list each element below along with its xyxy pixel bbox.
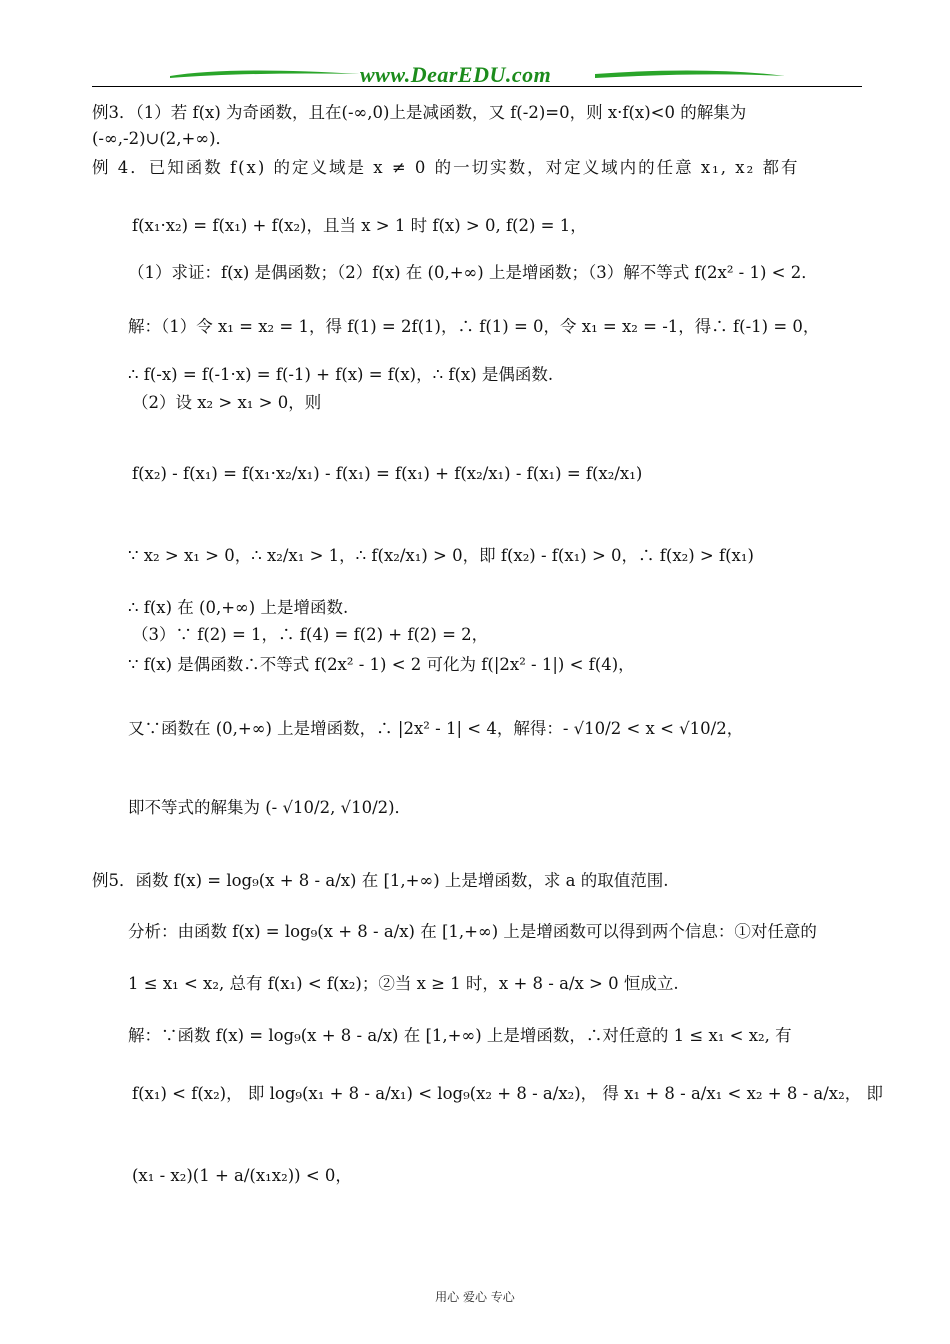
example4-line1: 例 4．已知函数 f(x) 的定义域是 x ≠ 0 的一切实数，对定义域内的任意 x₁, x₂ 都有 [92, 158, 800, 177]
example5-line1: 例5．函数 f(x) = log₉(x + 8 - a/x) 在 [1,+∞) 上是增函数，求 a 的取值范围. [92, 871, 669, 890]
page-footer: 用心 爱心 专心 [435, 1290, 515, 1304]
example3-line2: (-∞,-2)∪(2,+∞)． [92, 129, 233, 148]
example4-line2: f(x₁·x₂) = f(x₁) + f(x₂)，且当 x > 1 时 f(x) > 0, f(2) = 1， [132, 216, 587, 235]
example4-line3: （1）求证：f(x) 是偶函数；（2）f(x) 在 (0,+∞) 上是增函数；（3）解不等式 f(2x² - 1) < 2． [128, 263, 818, 282]
solution4-line9: 又∵函数在 (0,+∞) 上是增函数，∴ |2x² - 1| < 4，解得：- √10/2 < x < √10/2， [128, 719, 744, 738]
solution5-line1: 解：∵函数 f(x) = log₉(x + 8 - a/x) 在 [1,+∞) 上是增函数，∴对任意的 1 ≤ x₁ < x₂, 有 [128, 1026, 792, 1045]
example3-line1: 例3．（1）若 f(x) 为奇函数，且在(-∞,0)上是减函数，又 f(-2)=0，则 x·f(x)<0 的解集为 [92, 103, 747, 122]
header-swoosh-left-icon [170, 64, 360, 84]
analysis5-line1: 分析：由函数 f(x) = log₉(x + 8 - a/x) 在 [1,+∞) 上是增函数可以得到两个信息：①对任意的 [128, 922, 817, 941]
solution4-line10: 即不等式的解集为 (- √10/2, √10/2)． [128, 798, 412, 817]
solution5-line3: (x₁ - x₂)(1 + a/(x₁x₂)) < 0， [132, 1166, 352, 1185]
header-swoosh-right-icon [595, 64, 785, 84]
site-url: www.DearEDU.com [360, 62, 552, 87]
header-rule [92, 86, 862, 87]
solution4-line1: 解：（1）令 x₁ = x₂ = 1，得 f(1) = 2f(1)，∴ f(1) = 0，令 x₁ = x₂ = -1，得∴ f(-1) = 0， [128, 317, 820, 336]
solution4-line2: ∴ f(-x) = f(-1·x) = f(-1) + f(x) = f(x)，∴ f(x) 是偶函数. [128, 365, 554, 384]
solution5-line2: f(x₁) < f(x₂)， 即 log₉(x₁ + 8 - a/x₁) < log₉(x₂ + 8 - a/x₂)， 得 x₁ + 8 - a/x₁ < x₂ + 8 - a/x₂， 即 [132, 1084, 883, 1103]
analysis5-line2: 1 ≤ x₁ < x₂, 总有 f(x₁) < f(x₂)；②当 x ≥ 1 时，x + 8 - a/x > 0 恒成立. [128, 974, 679, 993]
solution4-line4: f(x₂) - f(x₁) = f(x₁·x₂/x₁) - f(x₁) = f(x₁) + f(x₂/x₁) - f(x₁) = f(x₂/x₁) [132, 464, 643, 483]
solution4-line3: （2）设 x₂ > x₁ > 0，则 [132, 393, 322, 412]
solution4-line6: ∴ f(x) 在 (0,+∞) 上是增函数. [128, 598, 349, 617]
solution4-line5: ∵ x₂ > x₁ > 0，∴ x₂/x₁ > 1，∴ f(x₂/x₁) > 0，即 f(x₂) - f(x₁) > 0，∴ f(x₂) > f(x₁) [128, 546, 754, 565]
solution4-line7: （3）∵ f(2) = 1，∴ f(4) = f(2) + f(2) = 2， [132, 625, 489, 644]
solution4-line8: ∵ f(x) 是偶函数∴不等式 f(2x² - 1) < 2 可化为 f(|2x² - 1|) < f(4)， [128, 655, 635, 674]
